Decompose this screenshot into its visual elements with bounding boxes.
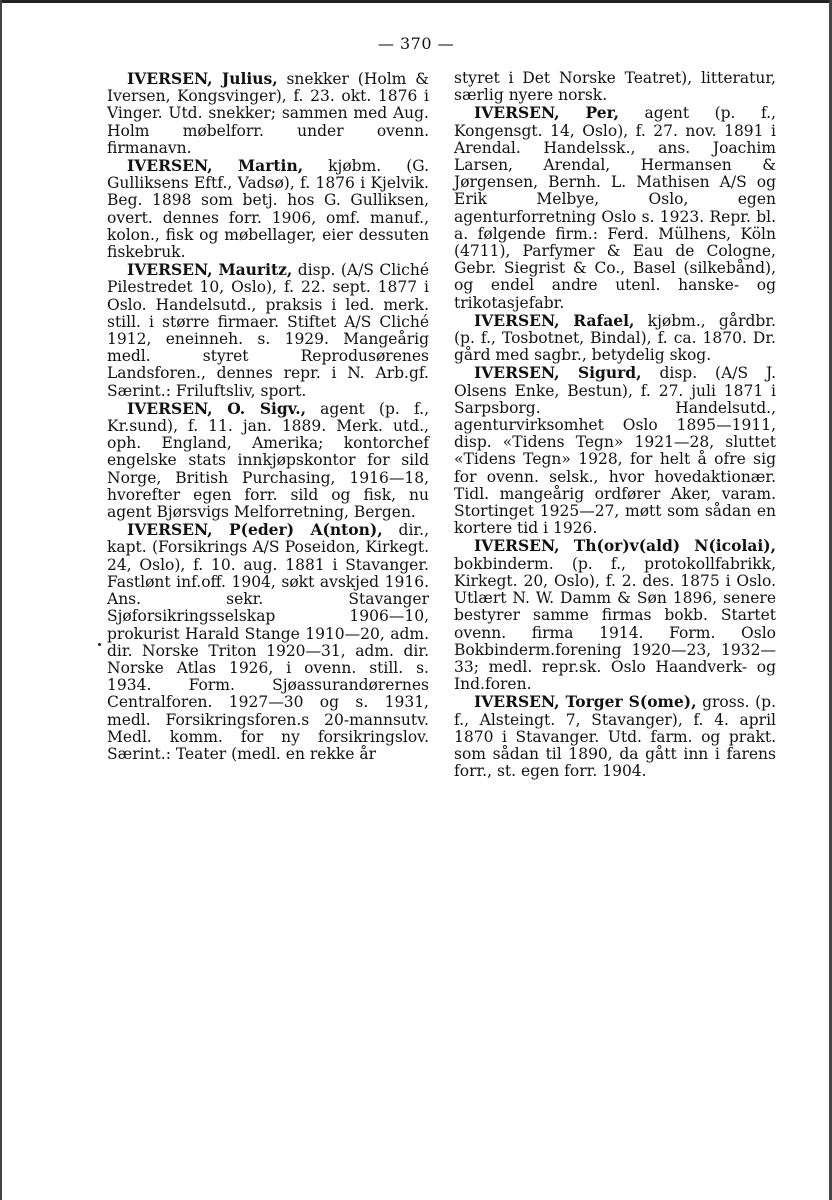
entry-iversen-rafael	[454, 312, 776, 365]
entry-text: dir., kapt. (Forsikrings A/S Poseidon, Kirkegt. 24, Oslo), f. 10. aug. 1881 i Stavanger. Fastlønt inf.off. 1904, søkt avskjed 1916. Ans. sekr. Stavanger Sjøforsikringsselskap 1906—10, prokurist Harald Stange 1910—20, adm. dir. Norske Triton 1920—31, adm. dir. Norske Atlas 1926, i ovenn. still. s. 1934. Form. Sjøassurandørernes Centralforen. 1927—30 og s. 1931, medl. Forsikringsforen.s 20-mannsutv. Medl. komm. for ny forsikringslov. Særint.: Teater (medl. en rekke år	[107, 521, 429, 763]
entry-iversen-o-sigv	[107, 400, 429, 521]
entry-name: IVERSEN, Torger S(ome),	[474, 692, 697, 712]
entry-name: IVERSEN, O. Sigv.,	[127, 398, 306, 418]
entry-text: disp. (A/S Cliché Pilestredet 10, Oslo), f. 22. sept. 1877 i Oslo. Handelsutd., praksis i led. merk. still. i større firmaer. Stiftet A/S Cliché 1912, eneinneh. s. 1929. Mangeårig medl. styret Reprodusørenes Landsforen., dennes repr. i N. Arb.gf. Særint.: Friluftsliv, sport.	[107, 261, 429, 400]
page-left-edge	[0, 0, 2, 1200]
entry-text: gross. (p. f., Alsteingt. 7, Stavanger), f. 4. april 1870 i Stavanger. Utd. farm. og prakt. som sådan til 1890, da gått inn i farens forr., st. egen forr. 1904.	[454, 693, 776, 781]
entry-name: IVERSEN, Martin,	[127, 156, 304, 176]
entry-name: IVERSEN, Sigurd,	[474, 363, 642, 383]
left-column	[107, 70, 429, 763]
entry-text: snekker (Holm & Iversen, Kongsvinger), f. 23. okt. 1876 i Vinger. Utd. snekker; sammen med Aug. Holm møbelforr. under ovenn. firmanavn.	[107, 70, 429, 157]
entry-name: IVERSEN, Per,	[474, 103, 620, 123]
entry-text: agent (p. f., Kr.sund), f. 11. jan. 1889. Merk. utd., oph. England, Amerika; kontorchef engelske stats innkjøpskontor for sild Norge, British Purchasing, 1916—18, hvorefter egen forr. sild og fisk, nu agent Bjørsvigs Melforretning, Bergen.	[107, 399, 430, 522]
entry-iversen-peder-anton	[107, 521, 429, 763]
entry-iversen-thorvald	[454, 537, 776, 693]
entry-iversen-per	[454, 104, 776, 311]
entry-iversen-julius	[107, 70, 429, 157]
entry-iversen-mauritz	[107, 261, 429, 400]
entry-name: IVERSEN, Rafael,	[474, 310, 635, 330]
entry-text: kjøbm. (G. Gulliksens Eftf., Vadsø), f. 1876 i Kjelvik. Beg. 1898 som betj. hos G. Gulliksen, overt. dennes forr. 1906, omf. manuf., kolon., fisk og møbellager, eier dessuten fiskebruk.	[107, 157, 429, 262]
right-column	[454, 70, 776, 780]
entry-iversen-sigurd	[454, 364, 776, 537]
entry-text: agent (p. f., Kongensgt. 14, Oslo), f. 27. nov. 1891 i Arendal. Handelssk., ans. Joachim Larsen, Arendal, Hermansen & Jørgensen, Bernh. L. Mathisen A/S og Erik Melbye, Oslo, egen agenturforretning Oslo s. 1923. Repr. bl. a. følgende firm.: Ferd. Mülhens, Köln (4711), Parfymer & Eau de Cologne, Gebr. Siegrist & Co., Basel (silkebånd), og endel andre utenl. hanske- og trikotasjefabr.	[454, 104, 776, 312]
entry-iversen-martin	[107, 157, 429, 261]
page-number: — 370 —	[377, 34, 455, 53]
page-top-edge	[0, 0, 832, 3]
entry-text: kjøbm., gårdbr. (p. f., Tosbotnet, Bindal), f. ca. 1870. Dr. gård med sagbr., betydelig skog.	[454, 311, 776, 365]
entry-name: IVERSEN, Julius,	[127, 69, 278, 88]
entry-iversen-torger	[454, 693, 776, 780]
entry-text: disp. (A/S J. Olsens Enke, Bestun), f. 27. juli 1871 i Sarpsborg. Handelsutd., agenturvirksomhet Oslo 1895—1911, disp. «Tidens Tegn» 1921—28, sluttet «Tidens Tegn» 1928, for helt å ofre sig for ovenn. selsk., hvor hovedaktionær. Tidl. mangeårig ordfører Aker, varam. Stortinget 1925—27, møtt som sådan en kortere tid i 1926.	[454, 364, 776, 538]
margin-dot	[98, 643, 101, 646]
entry-name: IVERSEN, P(eder) A(nton),	[127, 520, 383, 540]
entry-continuation	[454, 70, 776, 104]
entry-text: styret i Det Norske Teatret), litteratur, særlig nyere norsk.	[454, 69, 776, 105]
entry-name: IVERSEN, Th(or)v(ald) N(icolai),	[474, 536, 776, 556]
entry-name: IVERSEN, Mauritz,	[127, 260, 293, 280]
entry-text: bokbinderm. (p. f., protokollfabrikk, Kirkegt. 20, Oslo), f. 2. des. 1875 i Oslo. Utlært N. W. Damm & Søn 1896, senere bestyrer samme firmas bokb. Startet ovenn. firma 1914. Form. Oslo Bokbinderm.forening 1920—23, 1932—33; medl. repr.sk. Oslo Haandverk- og Ind.foren.	[454, 554, 776, 694]
